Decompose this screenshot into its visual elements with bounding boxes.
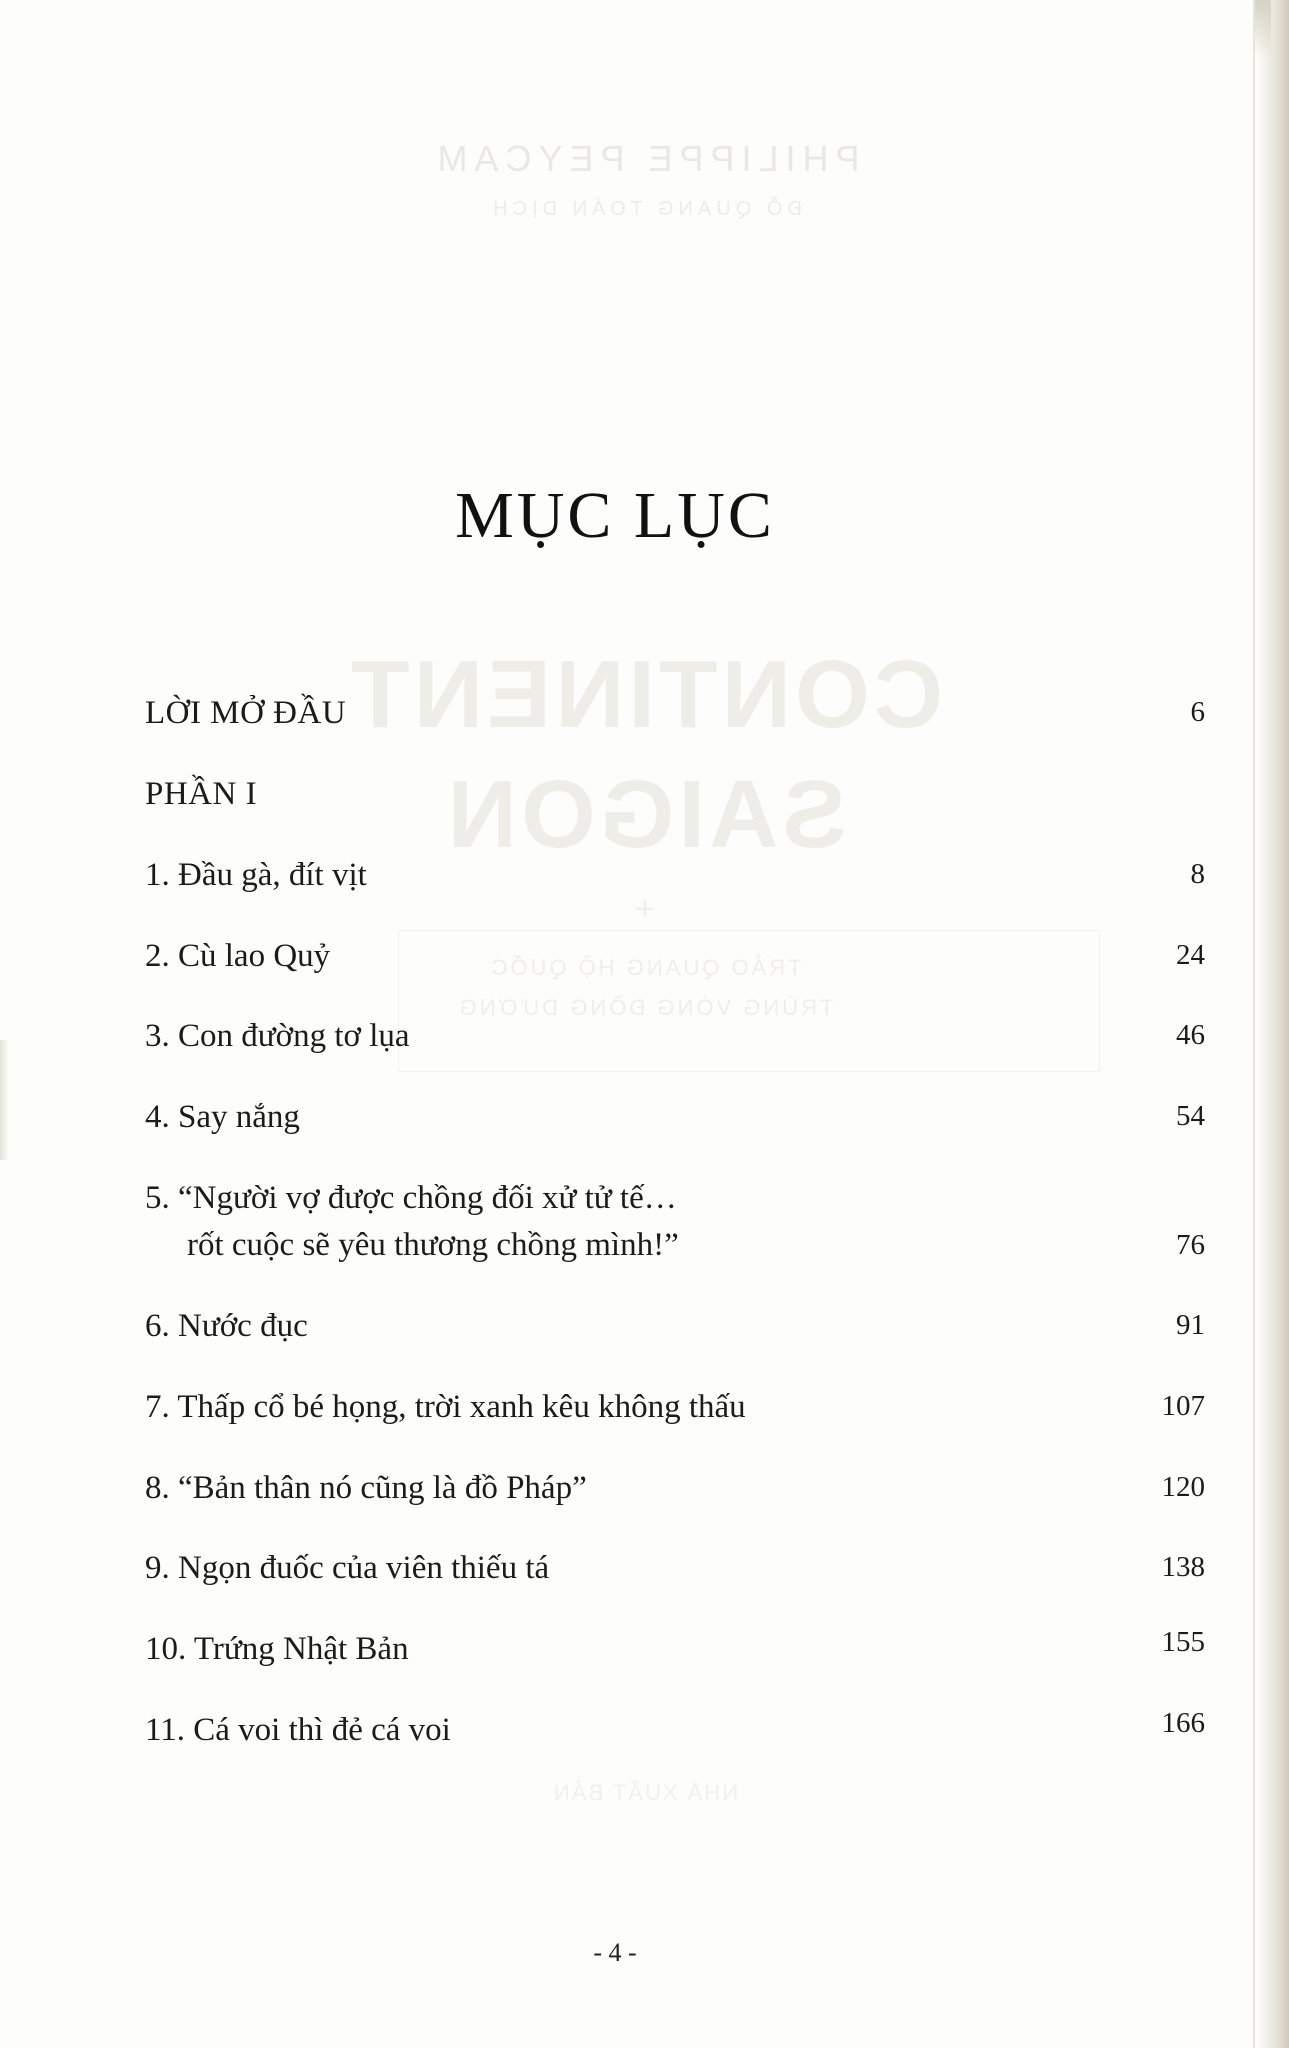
toc-entry-label: 9. Ngọn đuốc của viên thiếu tá — [145, 1550, 550, 1587]
showthrough-title-line2: SAIGON — [443, 761, 846, 868]
toc-entry-5[interactable] — [145, 1175, 1205, 1269]
toc-entry-label: 10. Trứng Nhật Bản — [145, 1631, 409, 1668]
toc-entry-page: 107 — [1161, 1389, 1205, 1422]
toc-entry-11[interactable] — [145, 1707, 1205, 1754]
toc-entry-10[interactable] — [145, 1626, 1205, 1673]
page-right-edge — [1255, 0, 1289, 2048]
toc-entry-label: 1. Đầu gà, đít vịt — [145, 856, 367, 893]
toc-entry-page: 8 — [1190, 857, 1205, 890]
toc-entry-page: 138 — [1161, 1551, 1205, 1584]
toc-entry-label: PHẦN I — [145, 775, 258, 812]
showthrough-subtitle-line1: TRẢO QUANG HỘ QUỐC — [487, 955, 802, 980]
toc-entry-label: 6. Nước đục — [145, 1307, 308, 1344]
toc-entry-label: 2. Cù lao Quỷ — [145, 937, 331, 974]
toc-entry-label: 11. Cá voi thì đẻ cá voi — [145, 1712, 451, 1749]
toc-entry-page: 76 — [1176, 1229, 1205, 1262]
showthrough-translator: ĐỖ QUANG TOÁN DỊCH — [487, 198, 802, 220]
toc-entry-page: 91 — [1176, 1308, 1205, 1341]
toc-entry-label — [145, 1175, 679, 1269]
page-corner-curl — [1255, 0, 1271, 60]
toc-entry-label-line1: 5. “Người vợ được chồng đối xử tử tế… — [145, 1180, 677, 1217]
toc-entry-label: 4. Say nắng — [145, 1099, 300, 1136]
page-title: MỤC LỤC — [455, 479, 775, 552]
showthrough-title-line1: CONTINENT — [346, 641, 943, 748]
toc-entry-page: 155 — [1161, 1626, 1205, 1659]
toc-entry-7[interactable] — [145, 1384, 1205, 1431]
toc-entry-6[interactable] — [145, 1303, 1205, 1350]
showthrough-subtitle-line2: TRÙNG VÒNG ĐỒNG DƯƠNG — [456, 995, 833, 1020]
showthrough-author: PHILIPPE PEYCAM — [429, 138, 860, 179]
toc-entry-page: 120 — [1161, 1470, 1205, 1503]
toc-entry-page: 166 — [1161, 1707, 1205, 1740]
page-left-shadow — [0, 1040, 9, 1160]
toc-entry-label: LỜI MỞ ĐẦU — [145, 695, 347, 731]
showthrough-footer: NHÀ XUẤT BẢN — [551, 1780, 738, 1805]
toc-entry-loi-mo-dau[interactable] — [145, 690, 1205, 737]
toc-entry-page: 6 — [1190, 696, 1205, 728]
toc-entry-9[interactable] — [145, 1545, 1205, 1592]
toc-entry-label: 8. “Bản thân nó cũng là đồ Pháp” — [145, 1469, 587, 1506]
toc-entry-2[interactable] — [145, 933, 1205, 980]
showthrough-plus-ornament: + — [634, 890, 655, 928]
toc-entry-4[interactable] — [145, 1094, 1205, 1141]
toc-entry-label: 7. Thấp cổ bé họng, trời xanh kêu không thấu — [145, 1388, 746, 1425]
page-number: - 4 - — [593, 1938, 637, 1967]
toc-entry-3[interactable] — [145, 1013, 1205, 1060]
toc-entry-8[interactable] — [145, 1465, 1205, 1512]
toc-entry-page: 54 — [1176, 1100, 1205, 1133]
toc-entry-1[interactable] — [145, 852, 1205, 899]
toc-list — [145, 690, 1205, 1788]
toc-entry-page: 24 — [1176, 938, 1205, 971]
toc-entry-phan-i — [145, 771, 1205, 818]
toc-entry-page: 46 — [1176, 1019, 1205, 1052]
toc-entry-label: 3. Con đường tơ lụa — [145, 1018, 410, 1055]
toc-entry-label-line2: rốt cuộc sẽ yêu thương chồng mình!” — [187, 1227, 679, 1264]
